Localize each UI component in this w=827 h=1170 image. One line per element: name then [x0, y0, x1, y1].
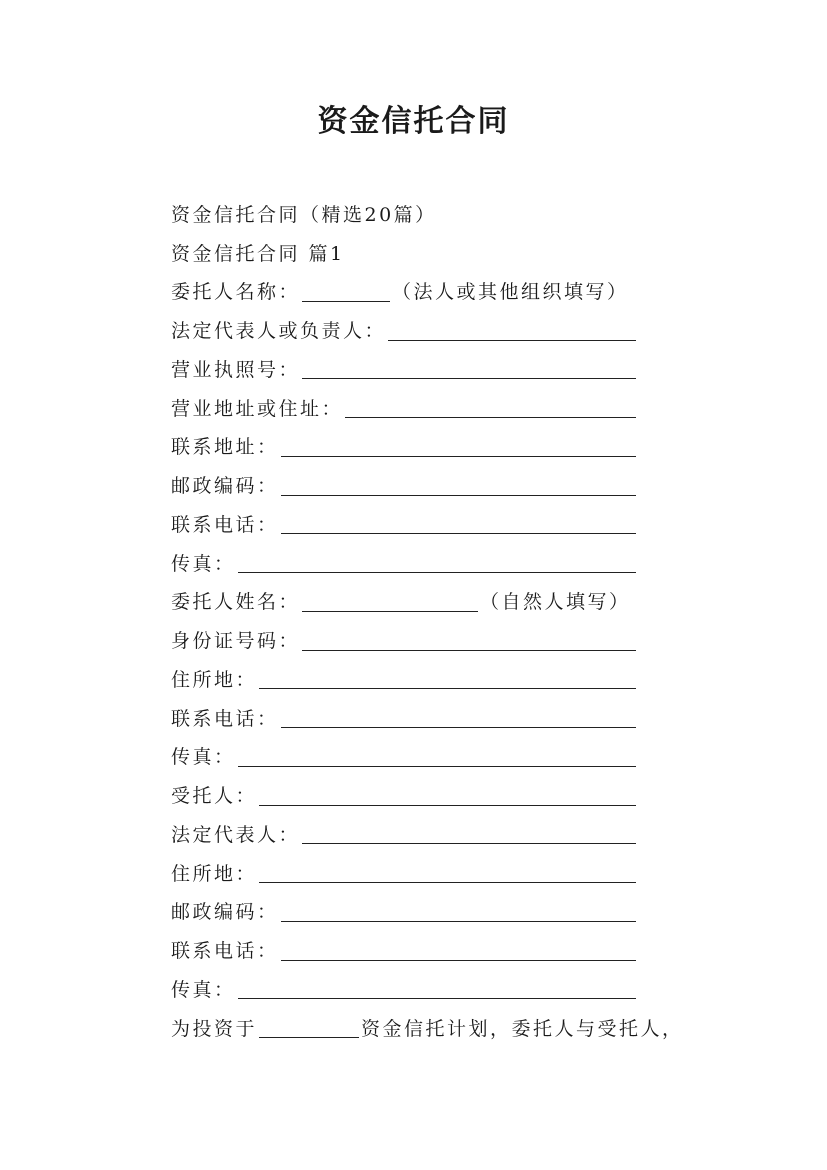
field-trustee-fax: [171, 969, 731, 1008]
fill-in-blank[interactable]: [281, 900, 636, 922]
fill-in-blank[interactable]: [302, 280, 390, 302]
field-trustee-residence: [171, 853, 731, 892]
line-suffix: （法人或其他组织填写）: [392, 281, 629, 304]
field-trustee-postal-code: [171, 892, 731, 931]
line-suffix: （自然人填写）: [480, 591, 631, 614]
fill-in-blank[interactable]: [302, 629, 636, 651]
field-trustee: [171, 775, 731, 814]
fill-in-blank[interactable]: [281, 706, 636, 728]
line-label: 营业地址或住址：: [171, 397, 344, 420]
field-postal-code: [171, 465, 731, 504]
field-trustee-phone: [171, 930, 731, 969]
section-heading: [171, 233, 731, 272]
line-label: 传真：: [171, 552, 236, 575]
field-business-address: [171, 388, 731, 427]
line-label: 营业执照号：: [171, 358, 301, 381]
line-label: 传真：: [171, 978, 236, 1001]
contract-body: [171, 194, 731, 1047]
line-label: 住所地：: [171, 862, 258, 885]
fill-in-blank[interactable]: [259, 667, 636, 689]
line-label: 邮政编码：: [171, 475, 279, 498]
fill-in-blank[interactable]: [281, 512, 636, 534]
fill-in-blank[interactable]: [281, 435, 636, 457]
fill-in-blank[interactable]: [259, 861, 636, 883]
line-label: 为投资于: [171, 1017, 258, 1040]
line-label: 联系电话：: [171, 513, 279, 536]
line-label: 身份证号码：: [171, 630, 301, 653]
line-label: 联系地址：: [171, 436, 279, 459]
line-label: 联系电话：: [171, 707, 279, 730]
field-residence: [171, 659, 731, 698]
body-paragraph-line: [171, 1008, 731, 1047]
field-fax: [171, 543, 731, 582]
document-title: 资金信托合同: [317, 104, 510, 139]
line-label: 法定代表人：: [171, 823, 301, 846]
line-suffix: 资金信托计划，委托人与受托人，: [361, 1017, 684, 1040]
field-contact-phone: [171, 504, 731, 543]
line-label: 委托人姓名：: [171, 591, 301, 614]
fill-in-blank[interactable]: [238, 745, 636, 767]
field-fax-2: [171, 737, 731, 776]
fill-in-blank[interactable]: [259, 1016, 359, 1038]
line-label: 邮政编码：: [171, 901, 279, 924]
field-trustee-legal-rep: [171, 814, 731, 853]
fill-in-blank[interactable]: [302, 822, 636, 844]
field-legal-representative: [171, 310, 731, 349]
line-label: 资金信托合同 篇1: [171, 242, 345, 265]
fill-in-blank[interactable]: [388, 319, 636, 341]
field-id-number: [171, 620, 731, 659]
fill-in-blank[interactable]: [259, 784, 636, 806]
line-label: 受托人：: [171, 785, 258, 808]
line-label: 住所地：: [171, 668, 258, 691]
field-contact-address: [171, 427, 731, 466]
fill-in-blank[interactable]: [238, 977, 636, 999]
line-label: 资金信托合同（精选20篇）: [171, 203, 437, 226]
line-label: 法定代表人或负责人：: [171, 320, 387, 343]
fill-in-blank[interactable]: [281, 474, 636, 496]
field-principal-name: [171, 272, 731, 311]
line-label: 联系电话：: [171, 940, 279, 963]
field-principal-person-name: [171, 582, 731, 621]
fill-in-blank[interactable]: [302, 357, 636, 379]
fill-in-blank[interactable]: [302, 590, 478, 612]
fill-in-blank[interactable]: [345, 396, 636, 418]
fill-in-blank[interactable]: [281, 939, 636, 961]
subtitle-line: [171, 194, 731, 233]
field-contact-phone-2: [171, 698, 731, 737]
line-label: 委托人名称：: [171, 281, 301, 304]
fill-in-blank[interactable]: [238, 551, 636, 573]
line-label: 传真：: [171, 746, 236, 769]
field-business-license: [171, 349, 731, 388]
